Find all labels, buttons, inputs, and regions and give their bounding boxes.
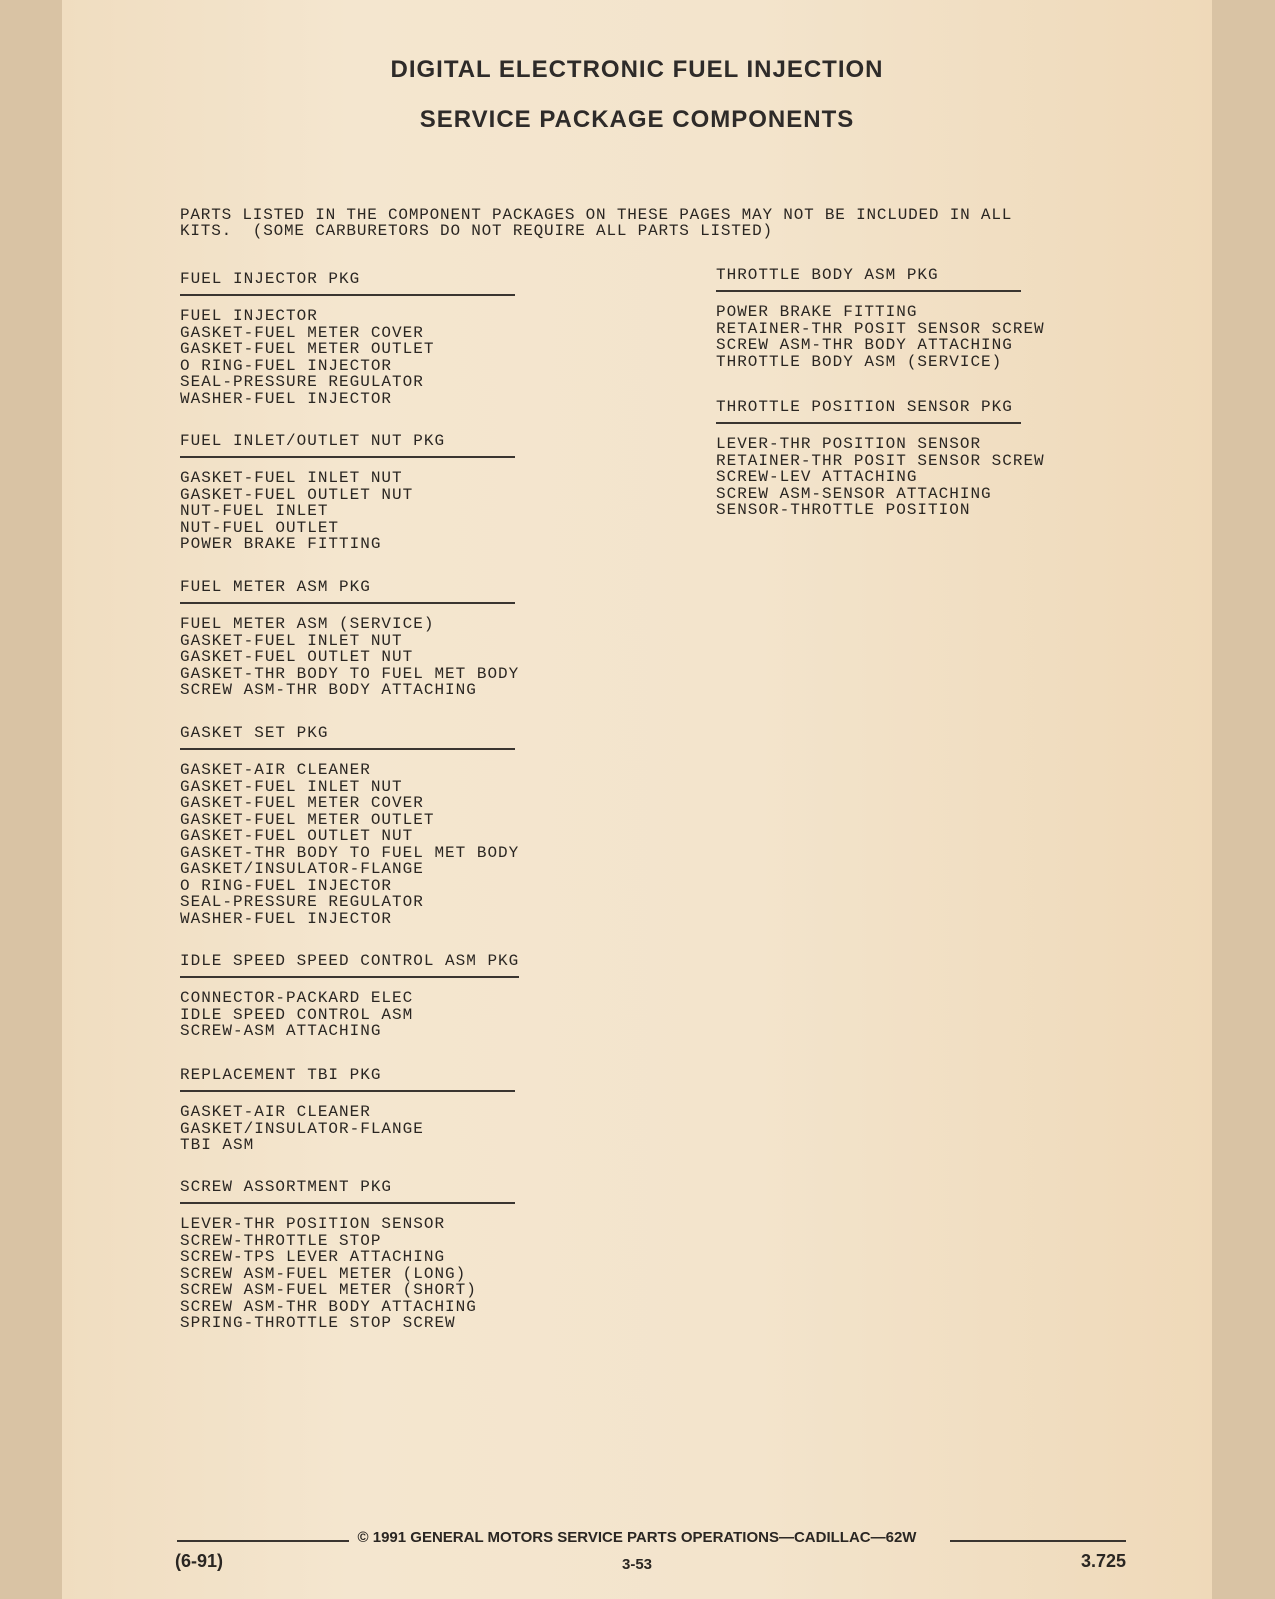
list-item: WASHER-FUEL INJECTOR: [180, 389, 393, 408]
list-item: SCREW ASM-FUEL METER (SHORT): [180, 1281, 477, 1299]
list-item: GASKET-FUEL OUTLET NUT: [180, 648, 414, 666]
list-item: SCREW ASM-THR BODY ATTACHING: [716, 336, 1013, 354]
list-item: SCREW-TPS LEVER ATTACHING: [180, 1248, 446, 1266]
package-gasket-set: [180, 724, 519, 927]
list-item: LEVER-THR POSITION SENSOR: [716, 435, 982, 453]
list-item: SEAL-PRESSURE REGULATOR: [180, 893, 424, 911]
list-item: SCREW ASM-THR BODY ATTACHING: [180, 1297, 477, 1316]
package-title: FUEL INLET/OUTLET NUT PKG: [180, 432, 515, 458]
list-item: RETAINER-THR POSIT SENSOR SCREW: [716, 451, 1045, 470]
package-replacement-tbi: [180, 1066, 515, 1154]
list-item: GASKET-FUEL INLET NUT: [180, 469, 403, 487]
package-items: [180, 308, 515, 407]
package-title: GASKET SET PKG: [180, 724, 515, 750]
list-item: GASKET/INSULATOR-FLANGE: [180, 1119, 424, 1138]
package-items: [716, 304, 1045, 370]
package-items: [180, 470, 515, 553]
package-title: FUEL INJECTOR PKG: [180, 270, 515, 296]
package-title: REPLACEMENT TBI PKG: [180, 1066, 515, 1092]
list-item: SCREW-ASM ATTACHING: [180, 1022, 382, 1040]
document-page: [62, 0, 1212, 1599]
list-item: GASKET-FUEL METER OUTLET: [180, 810, 435, 829]
package-title: SCREW ASSORTMENT PKG: [180, 1178, 515, 1204]
package-title: THROTTLE BODY ASM PKG: [716, 266, 1021, 292]
list-item: GASKET-FUEL METER OUTLET: [180, 340, 435, 358]
list-item: SCREW ASM-THR BODY ATTACHING: [180, 681, 477, 699]
list-item: SCREW-THROTTLE STOP: [180, 1231, 382, 1250]
list-item: GASKET-FUEL METER COVER: [180, 794, 424, 812]
package-fuel-injector: [180, 270, 515, 407]
page-number: 3-53: [621, 1556, 653, 1573]
package-title: IDLE SPEED SPEED CONTROL ASM PKG: [180, 952, 519, 978]
package-title: FUEL METER ASM PKG: [180, 578, 515, 604]
list-item: GASKET-FUEL METER COVER: [180, 323, 424, 342]
package-throttle-position-sensor: [716, 398, 1045, 519]
list-item: GASKET-FUEL OUTLET NUT: [180, 485, 414, 504]
list-item: POWER BRAKE FITTING: [716, 303, 918, 321]
list-item: SCREW ASM-FUEL METER (LONG): [180, 1264, 467, 1283]
page-title: DIGITAL ELECTRONIC FUEL INJECTION: [390, 56, 884, 83]
list-item: SENSOR-THROTTLE POSITION: [716, 501, 971, 519]
package-idle-speed-control: [180, 952, 519, 1040]
list-item: WASHER-FUEL INJECTOR: [180, 909, 393, 928]
footer-copyright: © 1991 GENERAL MOTORS SERVICE PARTS OPERATIONS—CADILLAC—62W: [357, 1529, 917, 1546]
page-subtitle: SERVICE PACKAGE COMPONENTS: [419, 106, 855, 133]
list-item: GASKET-FUEL OUTLET NUT: [180, 827, 414, 845]
list-item: GASKET-AIR CLEANER: [180, 761, 371, 779]
list-item: POWER BRAKE FITTING: [180, 535, 382, 553]
package-fuel-meter-asm: [180, 578, 519, 699]
package-fuel-inlet-outlet-nut: [180, 432, 515, 553]
list-item: CONNECTOR-PACKARD ELEC: [180, 989, 414, 1007]
list-item: GASKET-FUEL INLET NUT: [180, 631, 403, 650]
list-item: GASKET-THR BODY TO FUEL MET BODY: [180, 843, 520, 862]
list-item: NUT-FUEL INLET: [180, 502, 329, 520]
list-item: O RING-FUEL INJECTOR: [180, 876, 393, 895]
list-item: NUT-FUEL OUTLET: [180, 518, 340, 537]
list-item: GASKET/INSULATOR-FLANGE: [180, 860, 424, 878]
package-screw-assortment: [180, 1178, 515, 1332]
list-item: IDLE SPEED CONTROL ASM: [180, 1005, 414, 1024]
package-throttle-body-asm: [716, 266, 1045, 370]
list-item: THROTTLE BODY ASM (SERVICE): [716, 352, 1003, 371]
list-item: SCREW ASM-SENSOR ATTACHING: [716, 484, 992, 503]
list-item: O RING-FUEL INJECTOR: [180, 356, 393, 375]
package-items: [180, 616, 519, 699]
intro-note: PARTS LISTED IN THE COMPONENT PACKAGES ON THESE PAGES MAY NOT BE INCLUDED IN ALL KITS. (SOME CARBURETORS DO NOT REQUIRE ALL PARTS LISTED): [180, 206, 1013, 240]
list-item: SCREW-LEV ATTACHING: [716, 468, 918, 486]
section-number: 3.725: [1080, 1551, 1126, 1571]
package-items: [180, 990, 519, 1040]
list-item: LEVER-THR POSITION SENSOR: [180, 1215, 446, 1233]
package-items: [180, 1104, 515, 1154]
list-item: RETAINER-THR POSIT SENSOR SCREW: [716, 319, 1045, 338]
package-items: [180, 762, 519, 927]
package-title: THROTTLE POSITION SENSOR PKG: [716, 398, 1021, 424]
list-item: GASKET-FUEL INLET NUT: [180, 777, 403, 796]
list-item: SPRING-THROTTLE STOP SCREW: [180, 1314, 456, 1332]
package-items: [716, 436, 1045, 519]
list-item: FUEL METER ASM (SERVICE): [180, 615, 435, 633]
package-items: [180, 1216, 515, 1332]
list-item: TBI ASM: [180, 1136, 255, 1154]
list-item: SEAL-PRESSURE REGULATOR: [180, 373, 424, 391]
footer-date-code: (6-91): [175, 1551, 224, 1571]
list-item: GASKET-THR BODY TO FUEL MET BODY: [180, 664, 520, 683]
list-item: GASKET-AIR CLEANER: [180, 1103, 371, 1121]
list-item: FUEL INJECTOR: [180, 307, 318, 325]
